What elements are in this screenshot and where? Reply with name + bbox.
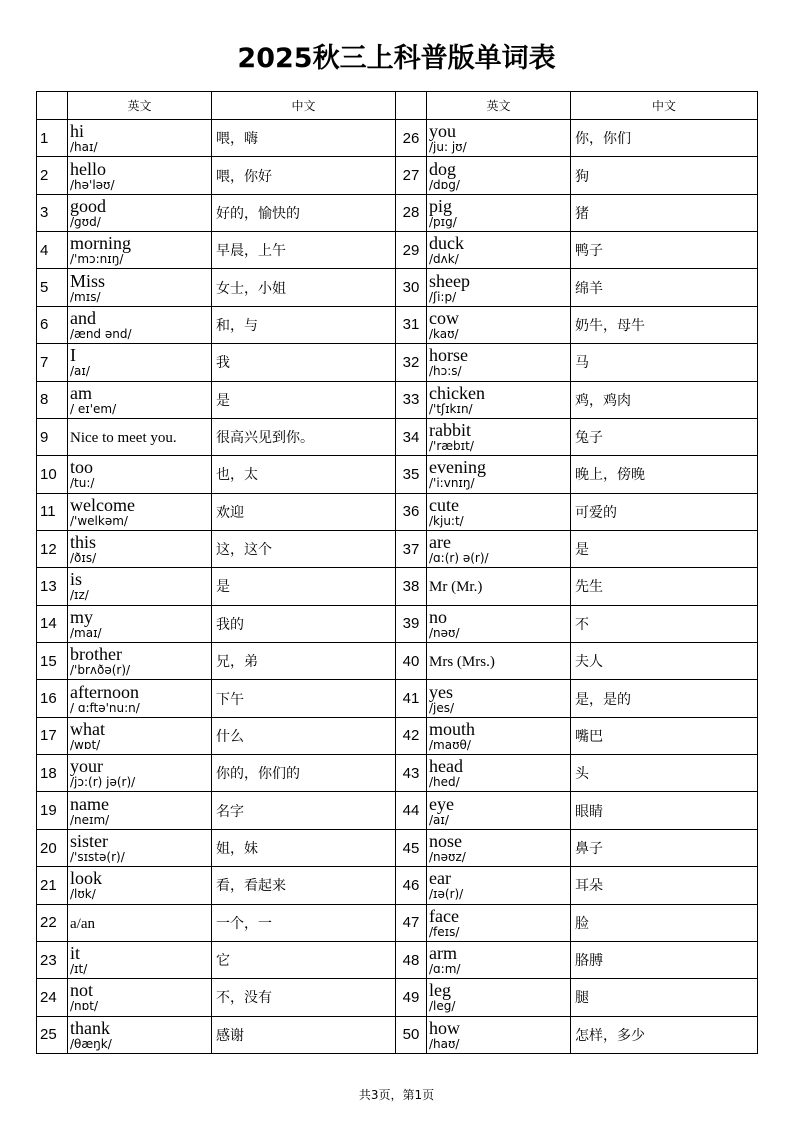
entry-english	[68, 717, 212, 754]
entry-number: 21	[37, 867, 68, 904]
entry-number: 6	[37, 306, 68, 343]
entry-number: 4	[37, 232, 68, 269]
phonetic-transcription: /neɪm/	[70, 812, 110, 827]
entry-chinese-meaning: 夫人	[571, 643, 758, 680]
table-row	[37, 568, 758, 605]
phonetic-transcription: /mɪs/	[70, 289, 101, 304]
entry-english	[68, 755, 212, 792]
entry-chinese-meaning: 是	[571, 530, 758, 567]
entry-english	[427, 792, 571, 829]
english-word: not	[70, 980, 94, 1001]
entry-english	[427, 941, 571, 978]
table-row	[37, 792, 758, 829]
phonetic-transcription: /dʌk/	[429, 252, 459, 267]
entry-number: 14	[37, 605, 68, 642]
phonetic-transcription: /θæŋk/	[70, 1036, 112, 1051]
entry-english	[427, 269, 571, 306]
header-chinese: 中文	[212, 92, 396, 120]
english-word: your	[70, 756, 103, 777]
phonetic-transcription: /dɒg/	[429, 177, 460, 192]
phonetic-transcription: / eɪ'em/	[70, 401, 117, 416]
entry-chinese-meaning: 绵羊	[571, 269, 758, 306]
phonetic-transcription: /hɔ:s/	[429, 364, 462, 379]
entry-chinese-meaning: 名字	[212, 792, 396, 829]
entry-chinese-meaning: 它	[212, 941, 396, 978]
entry-english	[68, 269, 212, 306]
phonetic-transcription: /nəʊz/	[429, 850, 466, 864]
entry-chinese-meaning: 一个，一	[212, 904, 396, 941]
phonetic-transcription: /feɪs/	[429, 924, 460, 939]
table-row	[37, 456, 758, 493]
entry-number: 20	[37, 829, 68, 866]
entry-chinese-meaning: 好的，愉快的	[212, 194, 396, 231]
header-chinese: 中文	[571, 92, 758, 120]
entry-number: 37	[396, 530, 427, 567]
phonetic-transcription: /'brʌðə(r)/	[70, 663, 131, 678]
phonetic-transcription: /hed/	[429, 775, 460, 790]
entry-english	[427, 904, 571, 941]
entry-english	[68, 792, 212, 829]
english-word: ear	[429, 868, 451, 889]
entry-number: 17	[37, 717, 68, 754]
phonetic-transcription: /maʊθ/	[429, 737, 471, 752]
table-row	[37, 120, 758, 157]
phonetic-transcription: /nəʊ/	[429, 625, 460, 640]
table-row	[37, 418, 758, 455]
english-word: mouth	[429, 718, 476, 739]
entry-chinese-meaning: 不	[571, 605, 758, 642]
phonetic-transcription: /nɒt/	[70, 999, 99, 1014]
phonetic-transcription: /haʊ/	[429, 1036, 460, 1051]
english-word: head	[429, 756, 463, 777]
phonetic-transcription: /ju: jʊ/	[429, 140, 467, 155]
entry-english	[68, 680, 212, 717]
english-word: cow	[429, 307, 459, 328]
table-row	[37, 381, 758, 418]
entry-number: 22	[37, 904, 68, 941]
english-word: are	[429, 532, 451, 553]
english-word: horse	[429, 345, 468, 366]
entry-number: 24	[37, 979, 68, 1016]
english-word: too	[70, 457, 94, 478]
english-word: hello	[70, 158, 106, 179]
entry-english	[427, 643, 571, 680]
english-word: sheep	[429, 270, 470, 291]
entry-number: 41	[396, 680, 427, 717]
phonetic-transcription: /wɒt/	[70, 737, 101, 752]
entry-chinese-meaning: 鸭子	[571, 232, 758, 269]
entry-english	[68, 157, 212, 194]
entry-chinese-meaning: 也，太	[212, 456, 396, 493]
entry-english	[427, 381, 571, 418]
entry-number: 8	[37, 381, 68, 418]
table-row	[37, 680, 758, 717]
english-word: sister	[70, 831, 108, 851]
entry-number: 26	[396, 120, 427, 157]
entry-number: 13	[37, 568, 68, 605]
table-row	[37, 194, 758, 231]
entry-english	[427, 157, 571, 194]
english-word: chicken	[429, 382, 485, 403]
table-row	[37, 867, 758, 904]
english-word: afternoon	[70, 681, 139, 702]
entry-number: 43	[396, 755, 427, 792]
entry-number: 33	[396, 381, 427, 418]
vocabulary-table	[36, 91, 758, 1054]
entry-number: 49	[396, 979, 427, 1016]
entry-english	[68, 1016, 212, 1053]
entry-number: 23	[37, 941, 68, 978]
phonetic-transcription: /'sɪstə(r)/	[70, 850, 125, 864]
page-title: 2025秋三上科普版单词表	[237, 43, 556, 74]
entry-number: 40	[396, 643, 427, 680]
table-header-row	[37, 92, 758, 120]
entry-chinese-meaning: 鸡，鸡肉	[571, 381, 758, 418]
english-phrase: Nice to meet you.	[70, 430, 177, 447]
entry-english	[68, 979, 212, 1016]
entry-english	[427, 120, 571, 157]
entry-english	[427, 867, 571, 904]
entry-number: 35	[396, 456, 427, 493]
entry-chinese-meaning: 腿	[571, 979, 758, 1016]
english-word: pig	[429, 195, 453, 216]
entry-english	[68, 344, 212, 381]
entry-number: 2	[37, 157, 68, 194]
phonetic-transcription: /gʊd/	[70, 214, 101, 229]
phonetic-transcription: /ɑ:(r) ə(r)/	[429, 551, 489, 566]
english-word: arm	[429, 943, 457, 964]
entry-chinese-meaning: 感谢	[212, 1016, 396, 1053]
entry-chinese-meaning: 早晨，上午	[212, 232, 396, 269]
entry-chinese-meaning: 是	[212, 381, 396, 418]
english-word: welcome	[70, 494, 135, 515]
entry-chinese-meaning: 是	[212, 568, 396, 605]
table-row	[37, 643, 758, 680]
entry-chinese-meaning: 头	[571, 755, 758, 792]
entry-number: 11	[37, 493, 68, 530]
entry-english	[427, 680, 571, 717]
entry-english	[68, 120, 212, 157]
table-row	[37, 717, 758, 754]
entry-english	[68, 493, 212, 530]
entry-chinese-meaning: 晚上，傍晚	[571, 456, 758, 493]
entry-number: 1	[37, 120, 68, 157]
english-word: look	[70, 868, 103, 889]
entry-english	[427, 456, 571, 493]
entry-number: 29	[396, 232, 427, 269]
entry-chinese-meaning: 喂，嗨	[212, 120, 396, 157]
entry-english	[68, 381, 212, 418]
entry-chinese-meaning: 狗	[571, 157, 758, 194]
english-word: it	[70, 943, 81, 964]
entry-english	[68, 194, 212, 231]
table-row	[37, 979, 758, 1016]
table-row	[37, 941, 758, 978]
entry-chinese-meaning: 我	[212, 344, 396, 381]
phonetic-transcription: /ʃi:p/	[429, 289, 457, 304]
phonetic-transcription: / ɑ:ftə'nu:n/	[70, 700, 140, 715]
english-word: what	[70, 718, 105, 739]
entry-chinese-meaning: 胳膊	[571, 941, 758, 978]
entry-number: 25	[37, 1016, 68, 1053]
entry-english	[427, 829, 571, 866]
entry-number: 44	[396, 792, 427, 829]
english-phrase: Mr (Mr.)	[429, 579, 483, 596]
entry-chinese-meaning: 很高兴见到你。	[212, 418, 396, 455]
entry-chinese-meaning: 眼睛	[571, 792, 758, 829]
entry-number: 10	[37, 456, 68, 493]
entry-number: 16	[37, 680, 68, 717]
entry-number: 36	[396, 493, 427, 530]
phonetic-transcription: /'ræbɪt/	[429, 439, 474, 454]
entry-number: 34	[396, 418, 427, 455]
entry-number: 45	[396, 829, 427, 866]
entry-number: 19	[37, 792, 68, 829]
entry-english	[68, 530, 212, 567]
phonetic-transcription: /jes/	[429, 700, 455, 715]
english-word: I	[70, 345, 76, 366]
entry-english	[68, 904, 212, 941]
table-row	[37, 493, 758, 530]
entry-number: 32	[396, 344, 427, 381]
phonetic-transcription: /ðɪs/	[70, 551, 97, 566]
entry-number: 12	[37, 530, 68, 567]
phonetic-transcription: /kaʊ/	[429, 326, 459, 341]
entry-chinese-meaning: 猪	[571, 194, 758, 231]
table-row	[37, 755, 758, 792]
entry-english	[68, 418, 212, 455]
entry-english	[427, 755, 571, 792]
entry-english	[427, 1016, 571, 1053]
header-english: 英文	[68, 92, 212, 120]
phonetic-transcription: /maɪ/	[70, 625, 102, 640]
english-word: cute	[429, 494, 459, 515]
entry-chinese-meaning: 鼻子	[571, 829, 758, 866]
english-word: how	[429, 1017, 460, 1038]
phonetic-transcription: /tu:/	[70, 476, 95, 491]
english-word: and	[70, 307, 96, 328]
entry-number: 15	[37, 643, 68, 680]
entry-number: 50	[396, 1016, 427, 1053]
table-body	[37, 120, 758, 1054]
entry-number: 38	[396, 568, 427, 605]
header-num-blank	[396, 92, 427, 120]
english-word: you	[429, 121, 456, 142]
entry-chinese-meaning: 和，与	[212, 306, 396, 343]
entry-chinese-meaning: 喂，你好	[212, 157, 396, 194]
entry-chinese-meaning: 兔子	[571, 418, 758, 455]
english-phrase: Mrs (Mrs.)	[429, 654, 495, 671]
english-word: rabbit	[429, 420, 471, 441]
phonetic-transcription: /lʊk/	[70, 887, 96, 902]
table-row	[37, 306, 758, 343]
english-word: face	[429, 905, 459, 926]
entry-number: 46	[396, 867, 427, 904]
entry-number: 9	[37, 418, 68, 455]
entry-chinese-meaning: 脸	[571, 904, 758, 941]
english-word: duck	[429, 233, 464, 254]
table-row	[37, 157, 758, 194]
phonetic-transcription: /hə'ləʊ/	[70, 177, 115, 192]
phonetic-transcription: /leg/	[429, 999, 456, 1014]
entry-chinese-meaning: 奶牛，母牛	[571, 306, 758, 343]
entry-number: 7	[37, 344, 68, 381]
table-row	[37, 1016, 758, 1053]
phonetic-transcription: /'tʃɪkɪn/	[429, 401, 473, 416]
phonetic-transcription: /jɔ:(r) jə(r)/	[70, 775, 136, 790]
entry-english	[427, 979, 571, 1016]
entry-chinese-meaning: 兄，弟	[212, 643, 396, 680]
header-num-blank	[37, 92, 68, 120]
english-word: brother	[70, 644, 122, 665]
english-word: am	[70, 382, 92, 403]
english-word: morning	[70, 233, 131, 254]
entry-english	[427, 568, 571, 605]
entry-english	[427, 605, 571, 642]
phonetic-transcription: /aɪ/	[429, 812, 449, 827]
entry-number: 30	[396, 269, 427, 306]
entry-chinese-meaning: 看，看起来	[212, 867, 396, 904]
entry-chinese-meaning: 可爱的	[571, 493, 758, 530]
phonetic-transcription: /ɑ:m/	[429, 962, 461, 977]
english-word: Miss	[70, 270, 106, 291]
phonetic-transcription: /pɪg/	[429, 214, 457, 229]
english-word: yes	[429, 681, 453, 702]
entry-number: 47	[396, 904, 427, 941]
page-footer: 共3页，第1页	[358, 1088, 435, 1102]
table-row	[37, 344, 758, 381]
entry-chinese-meaning: 下午	[212, 680, 396, 717]
table-row	[37, 605, 758, 642]
entry-chinese-meaning: 你的，你们的	[212, 755, 396, 792]
phonetic-transcription: /ɪt/	[70, 962, 88, 977]
entry-english	[68, 605, 212, 642]
entry-chinese-meaning: 我的	[212, 605, 396, 642]
english-word: dog	[429, 158, 456, 179]
entry-chinese-meaning: 你，你们	[571, 120, 758, 157]
entry-number: 48	[396, 941, 427, 978]
english-word: is	[70, 569, 83, 590]
entry-number: 39	[396, 605, 427, 642]
entry-number: 5	[37, 269, 68, 306]
entry-chinese-meaning: 先生	[571, 568, 758, 605]
entry-number: 31	[396, 306, 427, 343]
english-word: good	[70, 195, 106, 216]
entry-chinese-meaning: 嘴巴	[571, 717, 758, 754]
table-row	[37, 269, 758, 306]
entry-chinese-meaning: 马	[571, 344, 758, 381]
entry-number: 42	[396, 717, 427, 754]
phonetic-transcription: /haɪ/	[70, 140, 98, 155]
english-phrase: a/an	[70, 915, 95, 932]
phonetic-transcription: /'welkəm/	[70, 513, 128, 528]
entry-english	[68, 643, 212, 680]
entry-english	[427, 232, 571, 269]
entry-chinese-meaning: 是，是的	[571, 680, 758, 717]
entry-english	[427, 418, 571, 455]
phonetic-transcription: /ɪz/	[70, 588, 89, 603]
entry-english	[427, 194, 571, 231]
entry-number: 27	[396, 157, 427, 194]
english-word: eye	[429, 793, 454, 814]
entry-english	[68, 306, 212, 343]
entry-english	[427, 530, 571, 567]
entry-chinese-meaning: 耳朵	[571, 867, 758, 904]
entry-chinese-meaning: 女士，小姐	[212, 269, 396, 306]
phonetic-transcription: /'mɔ:nɪŋ/	[70, 252, 124, 267]
english-word: leg	[429, 980, 451, 1001]
entry-english	[68, 232, 212, 269]
table-row	[37, 829, 758, 866]
english-word: name	[70, 793, 109, 814]
entry-chinese-meaning: 不，没有	[212, 979, 396, 1016]
entry-english	[68, 867, 212, 904]
entry-number: 18	[37, 755, 68, 792]
entry-chinese-meaning: 欢迎	[212, 493, 396, 530]
english-word: thank	[70, 1017, 110, 1038]
phonetic-transcription: /ænd ənd/	[70, 326, 132, 341]
entry-number: 3	[37, 194, 68, 231]
entry-english	[68, 568, 212, 605]
entry-number: 28	[396, 194, 427, 231]
phonetic-transcription: /'i:vnɪŋ/	[429, 476, 475, 491]
english-word: nose	[429, 831, 462, 851]
table-row	[37, 530, 758, 567]
english-word: evening	[429, 457, 486, 478]
english-word: this	[70, 532, 97, 553]
entry-chinese-meaning: 怎样，多少	[571, 1016, 758, 1053]
english-word: no	[429, 606, 447, 627]
entry-english	[427, 493, 571, 530]
table-row	[37, 232, 758, 269]
phonetic-transcription: /ɪə(r)/	[429, 887, 464, 902]
phonetic-transcription: /aɪ/	[70, 364, 90, 379]
english-word: my	[70, 606, 94, 627]
entry-chinese-meaning: 这，这个	[212, 530, 396, 567]
phonetic-transcription: /kju:t/	[429, 513, 464, 528]
table-row	[37, 904, 758, 941]
entry-english	[68, 941, 212, 978]
entry-chinese-meaning: 姐，妹	[212, 829, 396, 866]
entry-chinese-meaning: 什么	[212, 717, 396, 754]
entry-english	[427, 344, 571, 381]
entry-english	[427, 717, 571, 754]
english-word: hi	[70, 121, 85, 142]
entry-english	[427, 306, 571, 343]
entry-english	[68, 456, 212, 493]
entry-english	[68, 829, 212, 866]
header-english: 英文	[427, 92, 571, 120]
